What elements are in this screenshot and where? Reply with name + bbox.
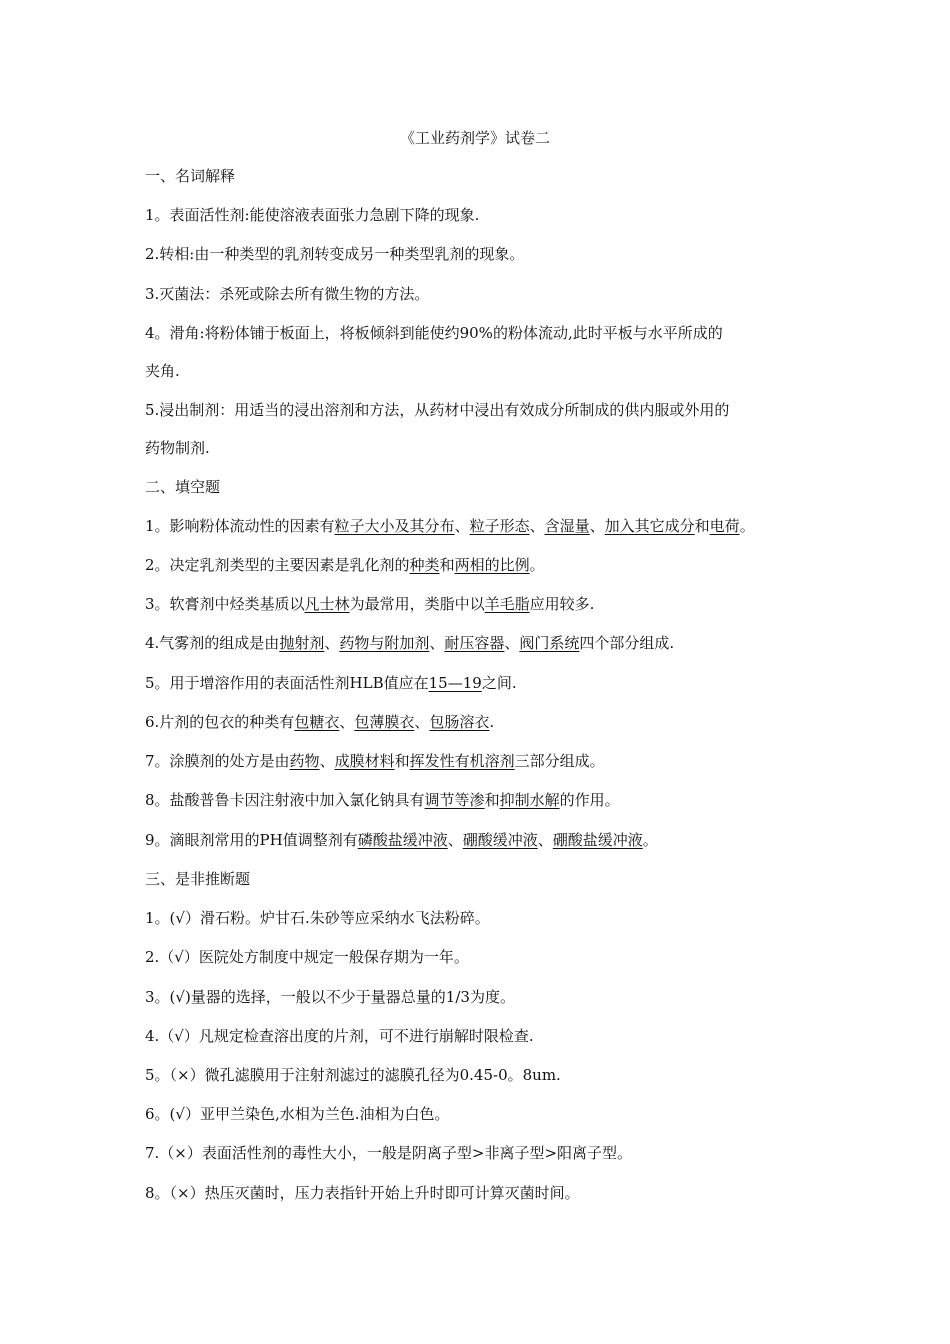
answer-blank: 药物与附加剂 — [339, 634, 430, 652]
true-false-item: 4.（√）凡规定检查溶出度的片剂，可不进行崩解时限检查. — [145, 1027, 534, 1045]
question-text: 的作用。 — [559, 791, 620, 809]
answer-blank: 包肠溶衣 — [429, 713, 490, 731]
question-text: 2。决定乳剂类型的主要因素是乳化剂的 — [145, 556, 410, 574]
question-text: . — [489, 713, 495, 731]
fill-blank-item — [145, 790, 620, 810]
answer-blank: 硼酸缓冲液 — [462, 831, 538, 849]
question-text: 8。盐酸普鲁卡因注射液中加入氯化钠具有 — [145, 791, 425, 809]
question-text: 为最常用，类脂中以 — [349, 595, 485, 613]
question-text: 3。软膏剂中烃类基质以 — [145, 595, 305, 613]
definition-item-continued: 夹角. — [145, 362, 180, 380]
question-text: 、 — [429, 634, 445, 652]
definition-item: 4。滑角:将粉体铺于板面上，将板倾斜到能使约90%的粉体流动,此时平板与水平所成的 — [145, 324, 723, 342]
answer-blank: 耐压容器 — [444, 634, 505, 652]
answer-blank: 15—19 — [428, 674, 482, 692]
question-text: 之间. — [481, 674, 517, 692]
answer-blank: 抑制水解 — [499, 791, 560, 809]
question-text: 应用较多. — [529, 595, 595, 613]
question-text: 5。用于增溶作用的表面活性剂HLB值应在 — [145, 674, 429, 692]
definition-item: 1。表面活性剂:能使溶液表面张力急剧下降的现象. — [145, 206, 480, 224]
question-text: 、 — [454, 517, 470, 535]
question-text: 、 — [447, 831, 463, 849]
question-text: 和 — [394, 752, 410, 770]
answer-blank: 挥发性有机溶剂 — [409, 752, 515, 770]
answer-blank: 凡士林 — [304, 595, 350, 613]
question-text: 和 — [439, 556, 455, 574]
question-text: 6.片剂的包衣的种类有 — [145, 713, 295, 731]
question-text: 三部分组成。 — [514, 752, 605, 770]
question-text: 、 — [529, 517, 545, 535]
question-text: 1。影响粉体流动性的因素有 — [145, 517, 335, 535]
answer-blank: 阀门系统 — [519, 634, 580, 652]
answer-blank: 粒子形态 — [469, 517, 530, 535]
question-text: 4.气雾剂的组成是由 — [145, 634, 280, 652]
section-heading: 三、是非推断题 — [145, 870, 251, 888]
answer-blank: 硼酸盐缓冲液 — [552, 831, 643, 849]
answer-blank: 成膜材料 — [334, 752, 395, 770]
answer-blank: 包糖衣 — [294, 713, 340, 731]
definition-item: 3.灭菌法：杀死或除去所有微生物的方法。 — [145, 285, 430, 303]
fill-blank-item — [145, 830, 658, 850]
answer-blank: 包薄膜衣 — [354, 713, 415, 731]
question-text: 。 — [642, 831, 658, 849]
question-text: 、 — [324, 634, 340, 652]
fill-blank-item — [145, 751, 605, 771]
question-text: 、 — [504, 634, 520, 652]
answer-blank: 调节等渗 — [424, 791, 485, 809]
question-text: 。 — [739, 517, 755, 535]
question-text: 9。滴眼剂常用的PH值调整剂有 — [145, 831, 358, 849]
question-text: 四个部分组成. — [579, 634, 675, 652]
true-false-item: 5。（×）微孔滤膜用于注射剂滤过的滤膜孔径为0.45-0。8um. — [145, 1066, 561, 1084]
true-false-item: 3。(√)量器的选择，一般以不少于量器总量的1/3为度。 — [145, 988, 515, 1006]
definition-item: 2.转相:由一种类型的乳剂转变成另一种类型乳剂的现象。 — [145, 245, 525, 263]
section-heading: 二、填空题 — [145, 478, 221, 496]
question-text: 、 — [414, 713, 430, 731]
answer-blank: 种类 — [409, 556, 440, 574]
question-text: 、 — [537, 831, 553, 849]
fill-blank-item — [145, 712, 494, 732]
answer-blank: 加入其它成分 — [604, 517, 695, 535]
question-text: 、 — [319, 752, 335, 770]
answer-blank: 药物 — [289, 752, 320, 770]
question-text: 。 — [529, 556, 545, 574]
definition-item: 5.浸出制剂：用适当的浸出溶剂和方法，从药材中浸出有效成分所制成的供内服或外用的 — [145, 401, 730, 419]
fill-blank-item — [145, 516, 755, 536]
answer-blank: 粒子大小及其分布 — [334, 517, 455, 535]
answer-blank: 含湿量 — [544, 517, 590, 535]
answer-blank: 抛射剂 — [279, 634, 325, 652]
document-title: 《工业药剂学》试卷二 — [399, 129, 550, 147]
fill-blank-item — [145, 673, 517, 693]
definition-item-continued: 药物制剂. — [145, 439, 210, 457]
answer-blank: 磷酸盐缓冲液 — [357, 831, 448, 849]
true-false-item: 7.（×）表面活性剂的毒性大小，一般是阴离子型>非离子型>阳离子型。 — [145, 1144, 633, 1162]
section-heading: 一、名词解释 — [145, 167, 236, 185]
question-text: 、 — [339, 713, 355, 731]
true-false-item: 1。(√）滑石粉。炉甘石.朱砂等应采纳水飞法粉碎。 — [145, 909, 490, 927]
question-text: 、 — [589, 517, 605, 535]
true-false-item: 2.（√）医院处方制度中规定一般保存期为一年。 — [145, 948, 469, 966]
fill-blank-item — [145, 594, 594, 614]
true-false-item: 8。（×）热压灭菌时，压力表指针开始上升时即可计算灭菌时间。 — [145, 1184, 580, 1202]
question-text: 和 — [484, 791, 500, 809]
fill-blank-item — [145, 555, 545, 575]
question-text: 和 — [694, 517, 710, 535]
answer-blank: 电荷 — [709, 517, 740, 535]
true-false-item: 6。(√）亚甲兰染色,水相为兰色.油相为白色。 — [145, 1105, 450, 1123]
answer-blank: 两相的比例 — [454, 556, 530, 574]
answer-blank: 羊毛脂 — [484, 595, 530, 613]
fill-blank-item — [145, 633, 674, 653]
question-text: 7。涂膜剂的处方是由 — [145, 752, 290, 770]
